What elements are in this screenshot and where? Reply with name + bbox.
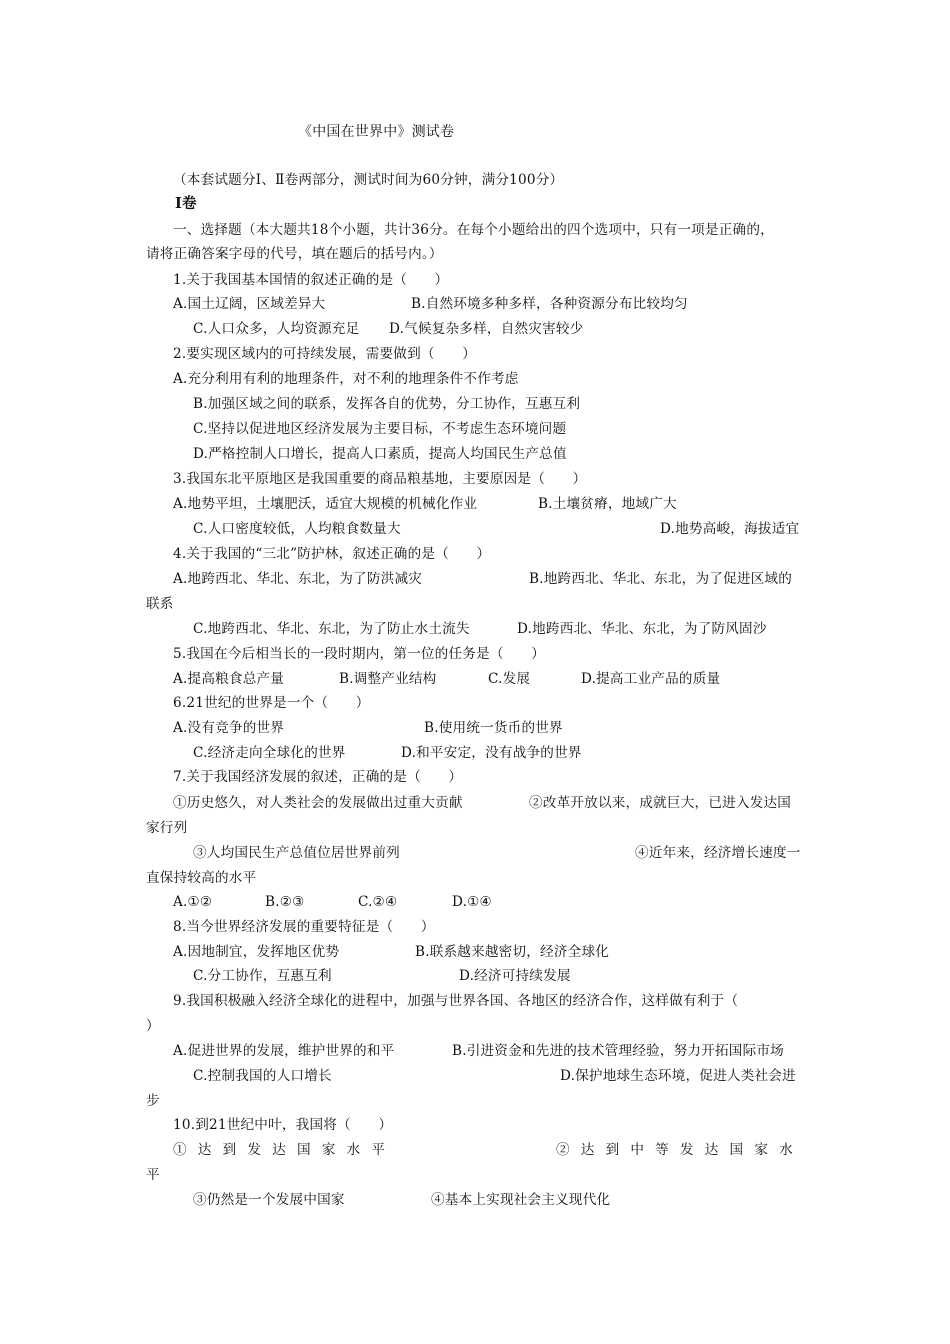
question-7: 7.关于我国经济发展的叙述，正确的是（ ） [173, 769, 463, 785]
q5-option-d: D.提高工业产品的质量 [581, 671, 721, 687]
q6-option-a: A.没有竞争的世界 [173, 720, 285, 736]
q7-option-a: A.①② [173, 894, 213, 910]
q10-statement-2-cont: 平 [146, 1167, 160, 1183]
q4-option-b-cont: 联系 [146, 596, 174, 612]
q9-option-b: B.引进资金和先进的技术管理经验，努力开拓国际市场 [452, 1043, 784, 1059]
q4-option-b: B.地跨西北、华北、东北，为了促进区域的 [529, 571, 792, 587]
q10-statement-4: ④基本上实现社会主义现代化 [431, 1192, 611, 1208]
q6-option-b: B.使用统一货币的世界 [424, 720, 563, 736]
question-3: 3.我国东北平原地区是我国重要的商品粮基地，主要原因是（ ） [173, 471, 587, 487]
q7-statement-3: ③人均国民生产总值位居世界前列 [193, 845, 400, 861]
q6-option-c: C.经济走向全球化的世界 [193, 745, 346, 761]
q10-statement-2: ②达到中等发达国家水 [556, 1142, 804, 1158]
q8-option-a: A.因地制宜，发挥地区优势 [173, 944, 340, 960]
section-instruction: 一、选择题（本大题共18个小题，共计36分。在每个小题给出的四个选项中，只有一项是正确的， [173, 222, 774, 238]
question-2: 2.要实现区域内的可持续发展，需要做到（ ） [173, 346, 477, 362]
q9-option-d: D.保护地球生态环境，促进人类社会进 [560, 1068, 796, 1084]
q3-option-a: A.地势平坦，土壤肥沃，适宜大规模的机械化作业 [173, 496, 478, 512]
q7-statement-1: ①历史悠久，对人类社会的发展做出过重大贡献 [173, 795, 463, 811]
q7-statement-4: ④近年来，经济增长速度一 [635, 845, 801, 861]
q2-option-a: A.充分利用有利的地理条件，对不利的地理条件不作考虑 [173, 371, 519, 387]
section-instruction-cont: 请将正确答案字母的代号，填在题后的括号内。） [146, 246, 443, 262]
volume-heading: Ⅰ卷 [175, 195, 197, 212]
question-9-cont: ） [146, 1018, 160, 1034]
q4-option-d: D.地跨西北、华北、东北，为了防风固沙 [517, 621, 767, 637]
q4-option-a: A.地跨西北、华北、东北，为了防洪减灾 [173, 571, 423, 587]
question-4: 4.关于我国的“三北”防护林，叙述正确的是（ ） [173, 546, 491, 562]
q3-option-c: C.人口密度较低，人均粮食数量大 [193, 521, 401, 537]
q6-option-d: D.和平安定，没有战争的世界 [401, 745, 582, 761]
q1-option-c: C.人口众多，人均资源充足 [193, 321, 360, 337]
q5-option-b: B.调整产业结构 [339, 671, 437, 687]
q5-option-c: C.发展 [488, 671, 531, 687]
q10-statement-3: ③仍然是一个发展中国家 [193, 1192, 345, 1208]
q7-statement-2: ②改革开放以来，成就巨大，已进入发达国 [529, 795, 792, 811]
q7-option-d: D.①④ [452, 894, 492, 910]
q7-statement-2-cont: 家行列 [146, 820, 188, 836]
q1-option-b: B.自然环境多种多样，各种资源分布比较均匀 [411, 296, 688, 312]
q3-option-b: B.土壤贫瘠，地域广大 [538, 496, 677, 512]
question-9: 9.我国积极融入经济全球化的进程中，加强与世界各国、各地区的经济合作，这样做有利于（ [173, 993, 739, 1009]
q8-option-c: C.分工协作，互惠互利 [193, 968, 332, 984]
q9-option-a: A.促进世界的发展，维护世界的和平 [173, 1043, 395, 1059]
q1-option-a: A.国土辽阔，区域差异大 [173, 296, 326, 312]
page-title: 《中国在世界中》测试卷 [298, 124, 455, 140]
q8-option-d: D.经济可持续发展 [459, 968, 571, 984]
q5-option-a: A.提高粮食总产量 [173, 671, 285, 687]
q3-option-d: D.地势高峻，海拔适宜 [660, 521, 800, 537]
question-1: 1.关于我国基本国情的叙述正确的是（ ） [173, 272, 449, 288]
q7-statement-4-cont: 直保持较高的水平 [146, 870, 257, 886]
question-8: 8.当今世界经济发展的重要特征是（ ） [173, 919, 435, 935]
q7-option-c: C.②④ [358, 894, 398, 910]
q9-option-d-cont: 步 [146, 1093, 160, 1109]
question-5: 5.我国在今后相当长的一段时期内，第一位的任务是（ ） [173, 646, 546, 662]
q2-option-d: D.严格控制人口增长，提高人口素质，提高人均国民生产总值 [193, 446, 567, 462]
q7-option-b: B.②③ [265, 894, 305, 910]
q9-option-c: C.控制我国的人口增长 [193, 1068, 332, 1084]
intro-note: （本套试题分Ⅰ、Ⅱ卷两部分，测试时间为60分钟，满分100分） [173, 172, 564, 188]
q2-option-c: C.坚持以促进地区经济发展为主要目标，不考虑生态环境问题 [193, 421, 567, 437]
q4-option-c: C.地跨西北、华北、东北，为了防止水土流失 [193, 621, 470, 637]
q2-option-b: B.加强区域之间的联系，发挥各自的优势，分工协作，互惠互利 [193, 396, 581, 412]
question-6: 6.21世纪的世界是一个（ ） [173, 695, 370, 711]
q10-statement-1: ①达到发达国家水平 [173, 1142, 397, 1158]
q1-option-d: D.气候复杂多样，自然灾害较少 [389, 321, 584, 337]
question-10: 10.到21世纪中叶，我国将（ ） [173, 1117, 393, 1133]
q8-option-b: B.联系越来越密切，经济全球化 [415, 944, 610, 960]
